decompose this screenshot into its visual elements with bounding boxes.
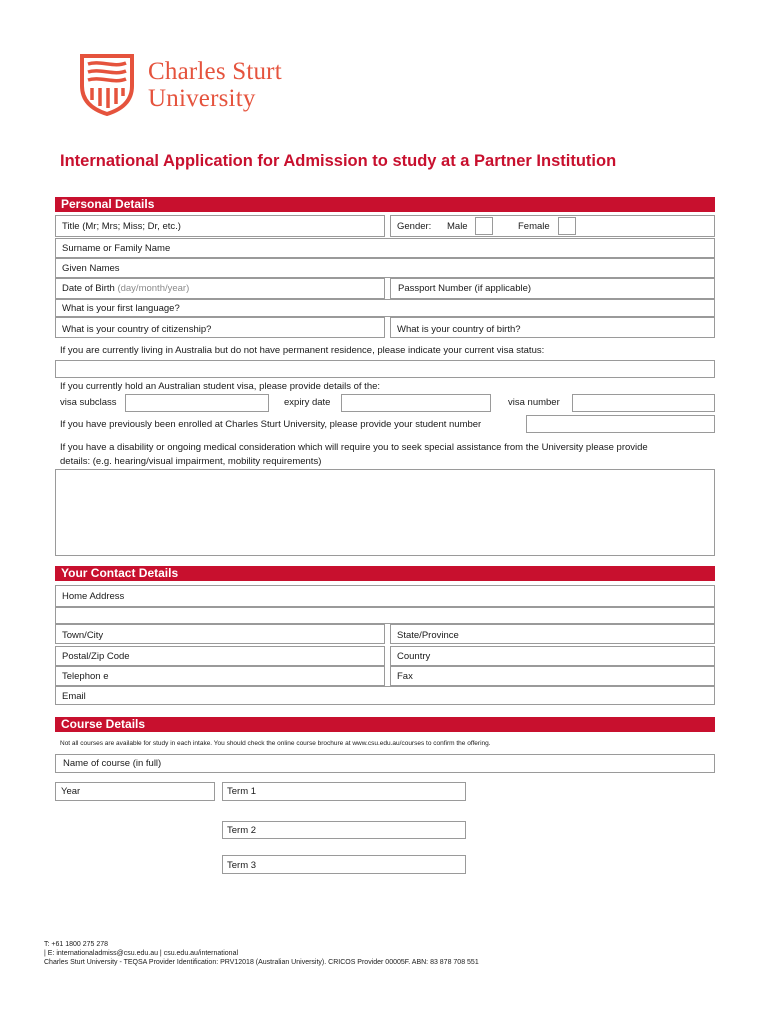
section-header-contact-details: Your Contact Details	[55, 566, 715, 581]
disability-details-field[interactable]	[55, 469, 715, 556]
given-names-field[interactable]	[55, 258, 715, 278]
given-names-label: Given Names	[62, 263, 120, 274]
country-field[interactable]	[390, 646, 715, 666]
female-checkbox[interactable]	[558, 217, 576, 235]
email-field[interactable]	[55, 686, 715, 705]
section-header-personal-details: Personal Details	[55, 197, 715, 212]
footer	[44, 940, 479, 967]
dob-label: Date of Birth (day/month/year)	[62, 283, 190, 294]
student-number-label: If you have previously been enrolled at Charles Sturt University, please provide your student number	[60, 419, 482, 430]
home-address-label: Home Address	[62, 591, 125, 602]
student-visa-label: If you currently hold an Australian student visa, please provide details of the:	[60, 381, 381, 392]
fax-field[interactable]	[390, 666, 715, 686]
citizenship-label: What is your country of citizenship?	[62, 324, 212, 335]
birth-country-label: What is your country of birth?	[397, 324, 521, 335]
email-label: Email	[62, 691, 86, 702]
female-label: Female	[518, 221, 550, 232]
postal-label: Postal/Zip Code	[62, 651, 130, 662]
home-address-field[interactable]	[55, 585, 715, 607]
title-label: Title (Mr; Mrs; Miss; Dr, etc.)	[62, 221, 181, 232]
expiry-date-label: expiry date	[284, 397, 331, 408]
course-note: Not all courses are available for study in each intake. You should check the online course brochure at www.csu.edu.au/courses to confirm the offering.	[60, 740, 491, 747]
visa-subclass-field[interactable]	[125, 394, 269, 412]
male-label: Male	[447, 221, 468, 232]
year-label: Year	[61, 786, 81, 797]
section-header-course-details: Course Details	[55, 717, 715, 732]
term1-label: Term 1	[227, 786, 257, 797]
fax-label: Fax	[397, 671, 413, 682]
csu-logo-icon	[78, 52, 136, 116]
university-name: Charles Sturt University	[148, 58, 282, 112]
page-title: International Application for Admission to study at a Partner Institution	[60, 152, 617, 170]
visa-subclass-label: visa subclass	[60, 397, 117, 408]
course-name-label: Name of course (in full)	[63, 758, 162, 769]
term2-label: Term 2	[227, 825, 257, 836]
visa-status-field[interactable]	[55, 360, 715, 378]
state-label: State/Province	[397, 630, 459, 641]
home-address-line2-field[interactable]	[55, 607, 715, 624]
expiry-date-field[interactable]	[341, 394, 491, 412]
footer-phone: T: +61 1800 275 278	[44, 941, 109, 948]
surname-label: Surname or Family Name	[62, 243, 171, 254]
passport-label: Passport Number (if applicable)	[398, 283, 532, 294]
male-checkbox[interactable]	[475, 217, 493, 235]
disability-label-2: details: (e.g. hearing/visual impairment, mobility requirements)	[60, 456, 322, 467]
term2-field[interactable]	[222, 821, 466, 839]
term3-label: Term 3	[227, 860, 257, 871]
footer-contact: | E: internationaladmiss@csu.edu.au | csu.edu.au/international	[44, 950, 239, 957]
town-label: Town/City	[62, 630, 104, 641]
student-number-field[interactable]	[526, 415, 715, 433]
disability-label: If you have a disability or ongoing medical consideration which will require you to seek special assistance from the University please provide	[60, 442, 648, 453]
footer-legal: Charles Sturt University - TEQSA Provider Identification: PRV12018 (Australian University). CRICOS Provider 00005F. ABN: 83 878 708 551	[44, 959, 479, 966]
gender-label: Gender:	[397, 221, 432, 232]
term3-field[interactable]	[222, 855, 466, 874]
visa-number-label: visa number	[508, 397, 560, 408]
telephone-label: Telephon e	[62, 671, 109, 682]
visa-number-field[interactable]	[572, 394, 715, 412]
gender-field	[390, 215, 715, 237]
town-field[interactable]	[55, 624, 385, 644]
first-language-label: What is your first language?	[62, 303, 180, 314]
visa-status-label: If you are currently living in Australia but do not have permanent residence, please indicate your current visa status:	[60, 345, 545, 356]
country-label: Country	[397, 651, 431, 662]
term1-field[interactable]	[222, 782, 466, 801]
